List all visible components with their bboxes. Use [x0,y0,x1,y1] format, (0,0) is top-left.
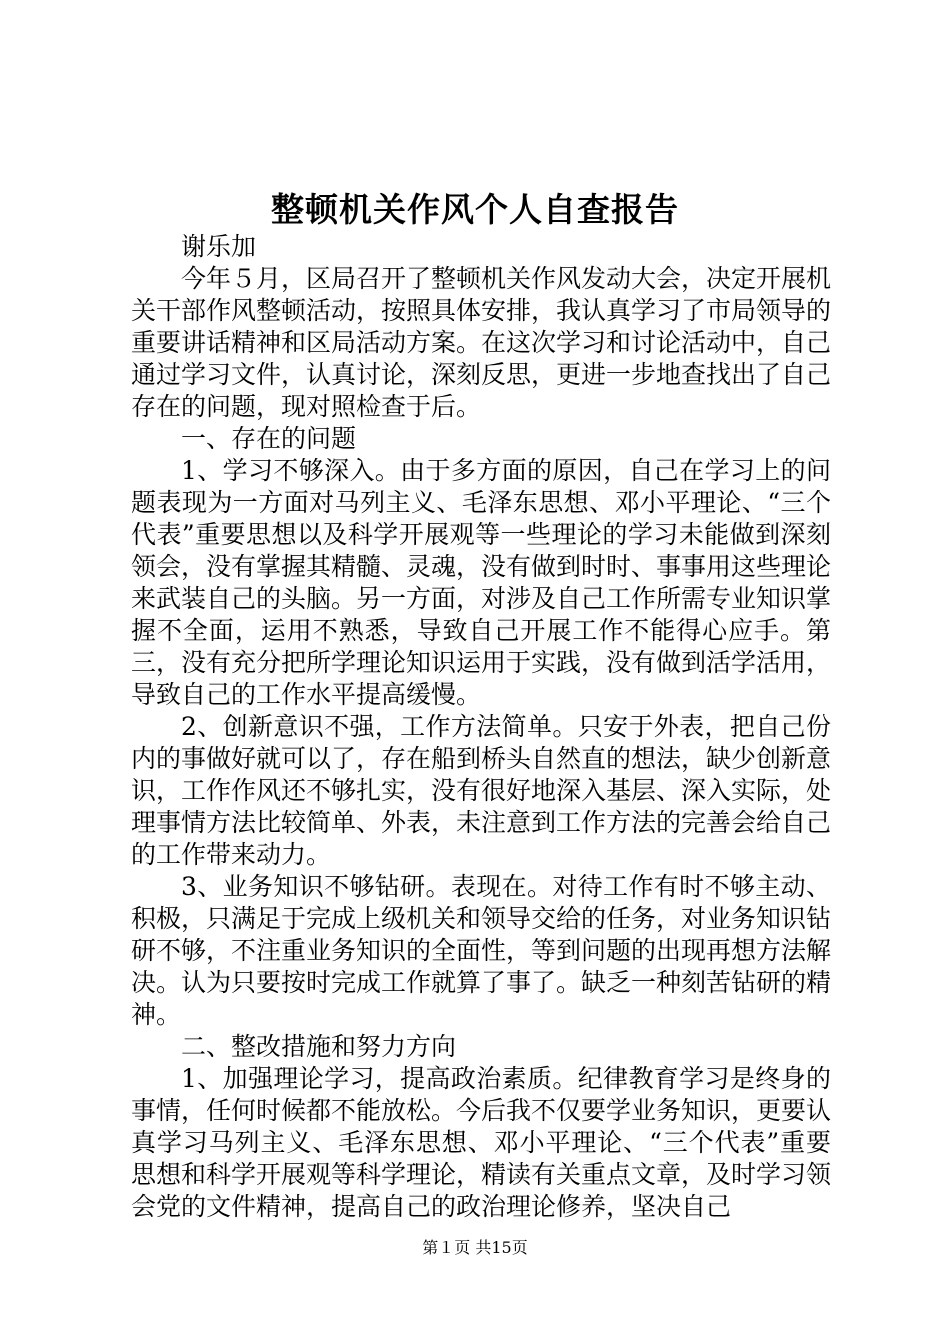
problem-item-2: 2、创新意识不强，工作方法简单。只安于外表，把自己份内的事做好就可以了，存在船到桥头自然直的想法，缺少创新意识，工作作风还不够扎实，没有很好地深入基层、深入实际，处理事情方法比较简单、外表，未注意到工作方法的完善会给自己的工作带来动力。 [131,712,832,869]
document-title: 整顿机关作风个人自查报告 [271,190,679,229]
problem-item-1: 1、学习不够深入。由于多方面的原因，自己在学习上的问题表现为一方面对马列主义、毛泽东思想、邓小平理论、“三个代表”重要思想以及科学开展观等一些理论的学习未能做到深刻领会，没有掌握其精髓、灵魂，没有做到时时、事事用这些理论来武装自己的头脑。另一方面，对涉及自己工作所需专业知识掌握不全面，运用不熟悉，导致自己开展工作不能得心应手。第三，没有充分把所学理论知识运用于实践，没有做到活学活用，导致自己的工作水平提高缓慢。 [131,456,832,709]
page-footer: 第１页 共15页 [422,1238,528,1257]
measure-item-1: 1、加强理论学习，提高政治素质。纪律教育学习是终身的事情，任何时候都不能放松。今后我不仅要学业务知识，更要认真学习马列主义、毛泽东思想、邓小平理论、“三个代表”重要思想和科学开展观等科学理论，精读有关重点文章，及时学习领会党的文件精神，提高自己的政治理论修养，坚决自己 [131,1064,832,1221]
section-heading-problems: 一、存在的问题 [181,424,357,453]
intro-paragraph: 今年５月，区局召开了整顿机关作风发动大会，决定开展机关干部作风整顿活动，按照具体安排，我认真学习了市局领导的重要讲话精神和区局活动方案。在这次学习和讨论活动中，自己通过学习文件，认真讨论，深刻反思，更进一步地查找出了自己存在的问题，现对照检查于后。 [131,264,832,421]
author-line: 谢乐加 [181,232,257,261]
document-body [131,231,831,1223]
problem-item-3: 3、业务知识不够钻研。表现在。对待工作有时不够主动、积极，只满足于完成上级机关和领导交给的任务，对业务知识钻研不够，不注重业务知识的全面性，等到问题的出现再想方法解决。认为只要按时完成工作就算了事了。缺乏一种刻苦钻研的精神。 [131,872,832,1029]
section-heading-measures: 二、整改措施和努力方向 [181,1032,457,1061]
